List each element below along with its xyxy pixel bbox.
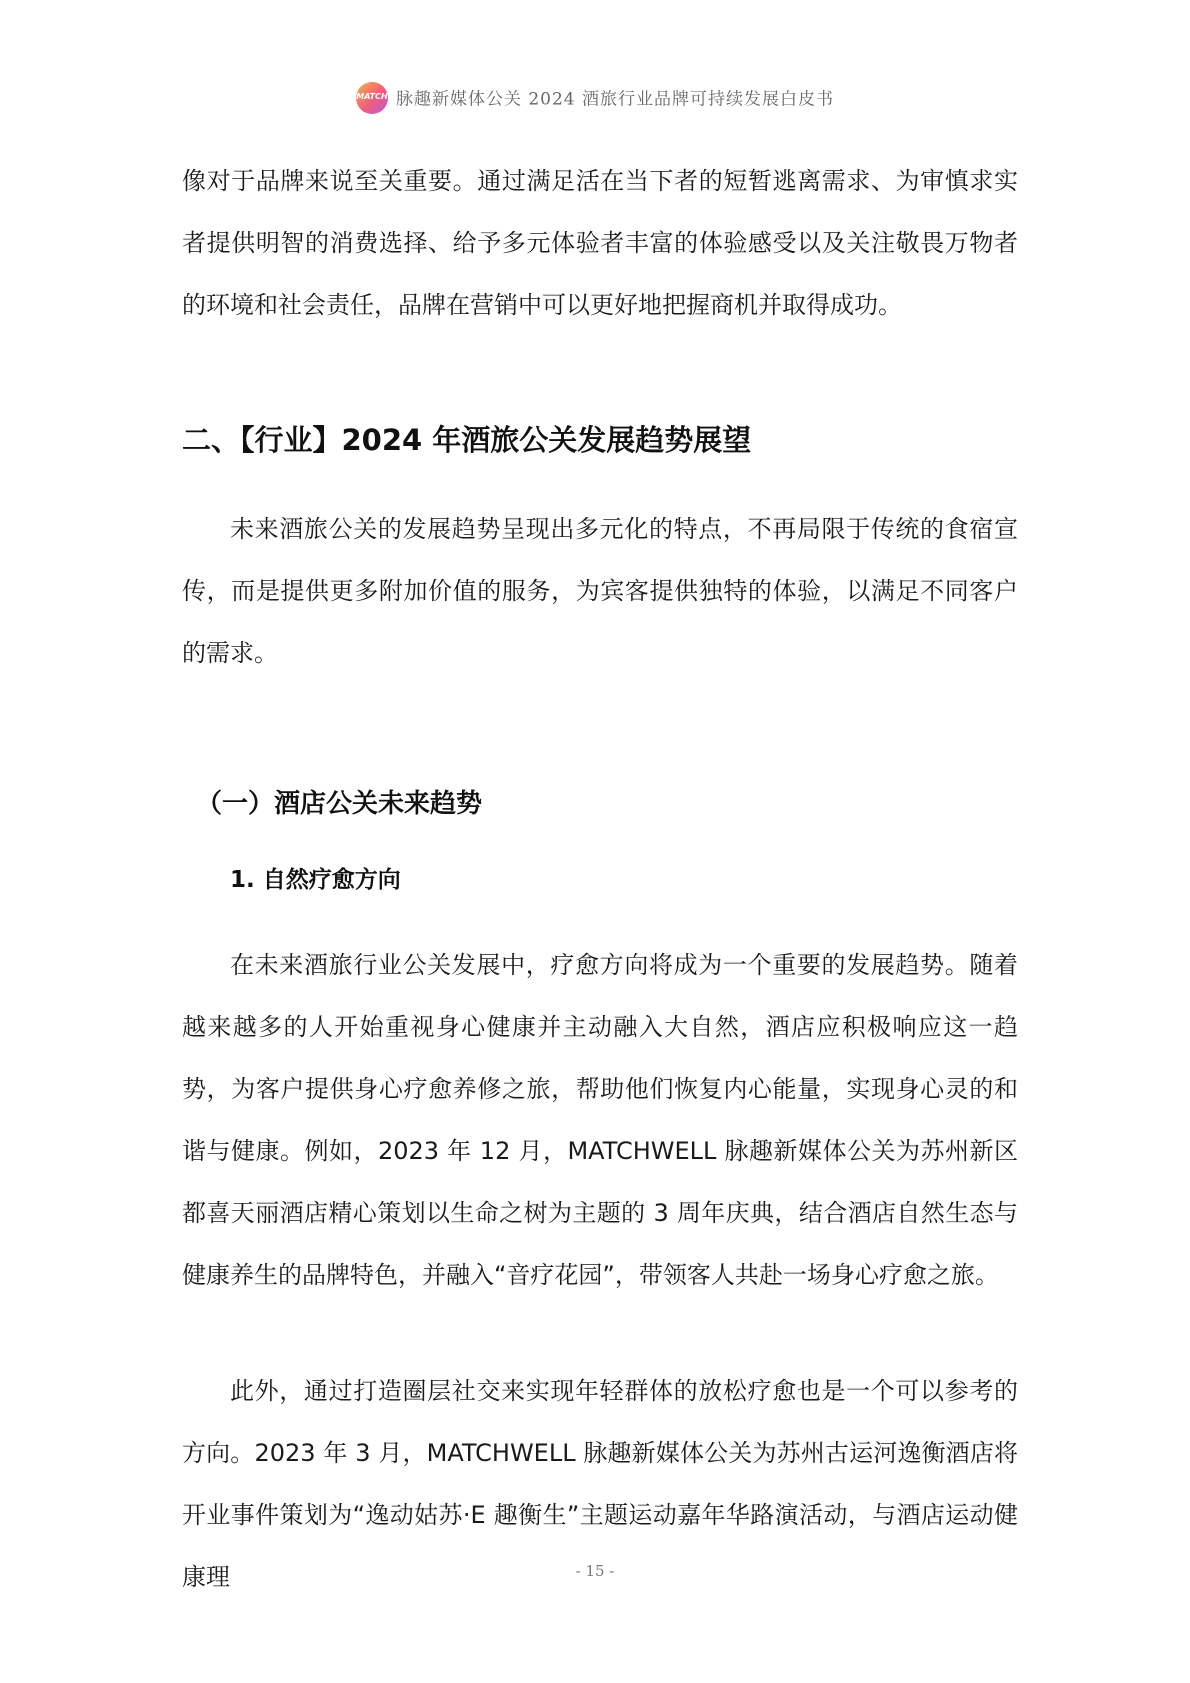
page-content bbox=[182, 150, 1018, 1608]
paragraph-brand-marketing: 像对于品牌来说至关重要。通过满足活在当下者的短暂逃离需求、为审慎求实者提供明智的消费选择、给予多元体验者丰富的体验感受以及关注敬畏万物者的环境和社会责任，品牌在营销中可以更好地把握商机并取得成功。 bbox=[182, 167, 1018, 319]
section-heading: 二、【行业】2024 年酒旅公关发展趋势展望 bbox=[182, 423, 752, 457]
logo-text: MATCH bbox=[356, 92, 388, 101]
item-heading: 1. 自然疗愈方向 bbox=[230, 867, 401, 893]
page-header bbox=[0, 84, 1190, 116]
page-number: - 15 - bbox=[575, 1562, 615, 1580]
paragraph-social-circle: 此外，通过打造圈层社交来实现年轻群体的放松疗愈也是一个可以参考的方向。2023 年 3 月，MATCHWELL 脉趣新媒体公关为苏州古运河逸衡酒店将开业事件策划为“逸动姑苏·E 趣衡生”主题运动嘉年华路演活动，与酒店运动健康理 bbox=[182, 1377, 1018, 1591]
paragraph-healing: 在未来酒旅行业公关发展中，疗愈方向将成为一个重要的发展趋势。随着越来越多的人开始重视身心健康并主动融入大自然，酒店应积极响应这一趋势，为客户提供身心疗愈养修之旅，帮助他们恢复内心能量，实现身心灵的和谐与健康。例如，2023 年 12 月，MATCHWELL 脉趣新媒体公关为苏州新区都喜天丽酒店精心策划以生命之树为主题的 3 周年庆典，结合酒店自然生态与健康养生的品牌特色，并融入“音疗花园”，带领客人共赴一场身心疗愈之旅。 bbox=[182, 951, 1018, 1289]
paragraph-trend-intro: 未来酒旅公关的发展趋势呈现出多元化的特点，不再局限于传统的食宿宣传，而是提供更多附加价值的服务，为宾客提供独特的体验，以满足不同客户的需求。 bbox=[182, 515, 1018, 667]
subsection-heading: （一）酒店公关未来趋势 bbox=[196, 789, 483, 819]
matchwell-logo bbox=[356, 82, 388, 114]
header-title: 脉趣新媒体公关 2024 酒旅行业品牌可持续发展白皮书 bbox=[395, 89, 835, 110]
